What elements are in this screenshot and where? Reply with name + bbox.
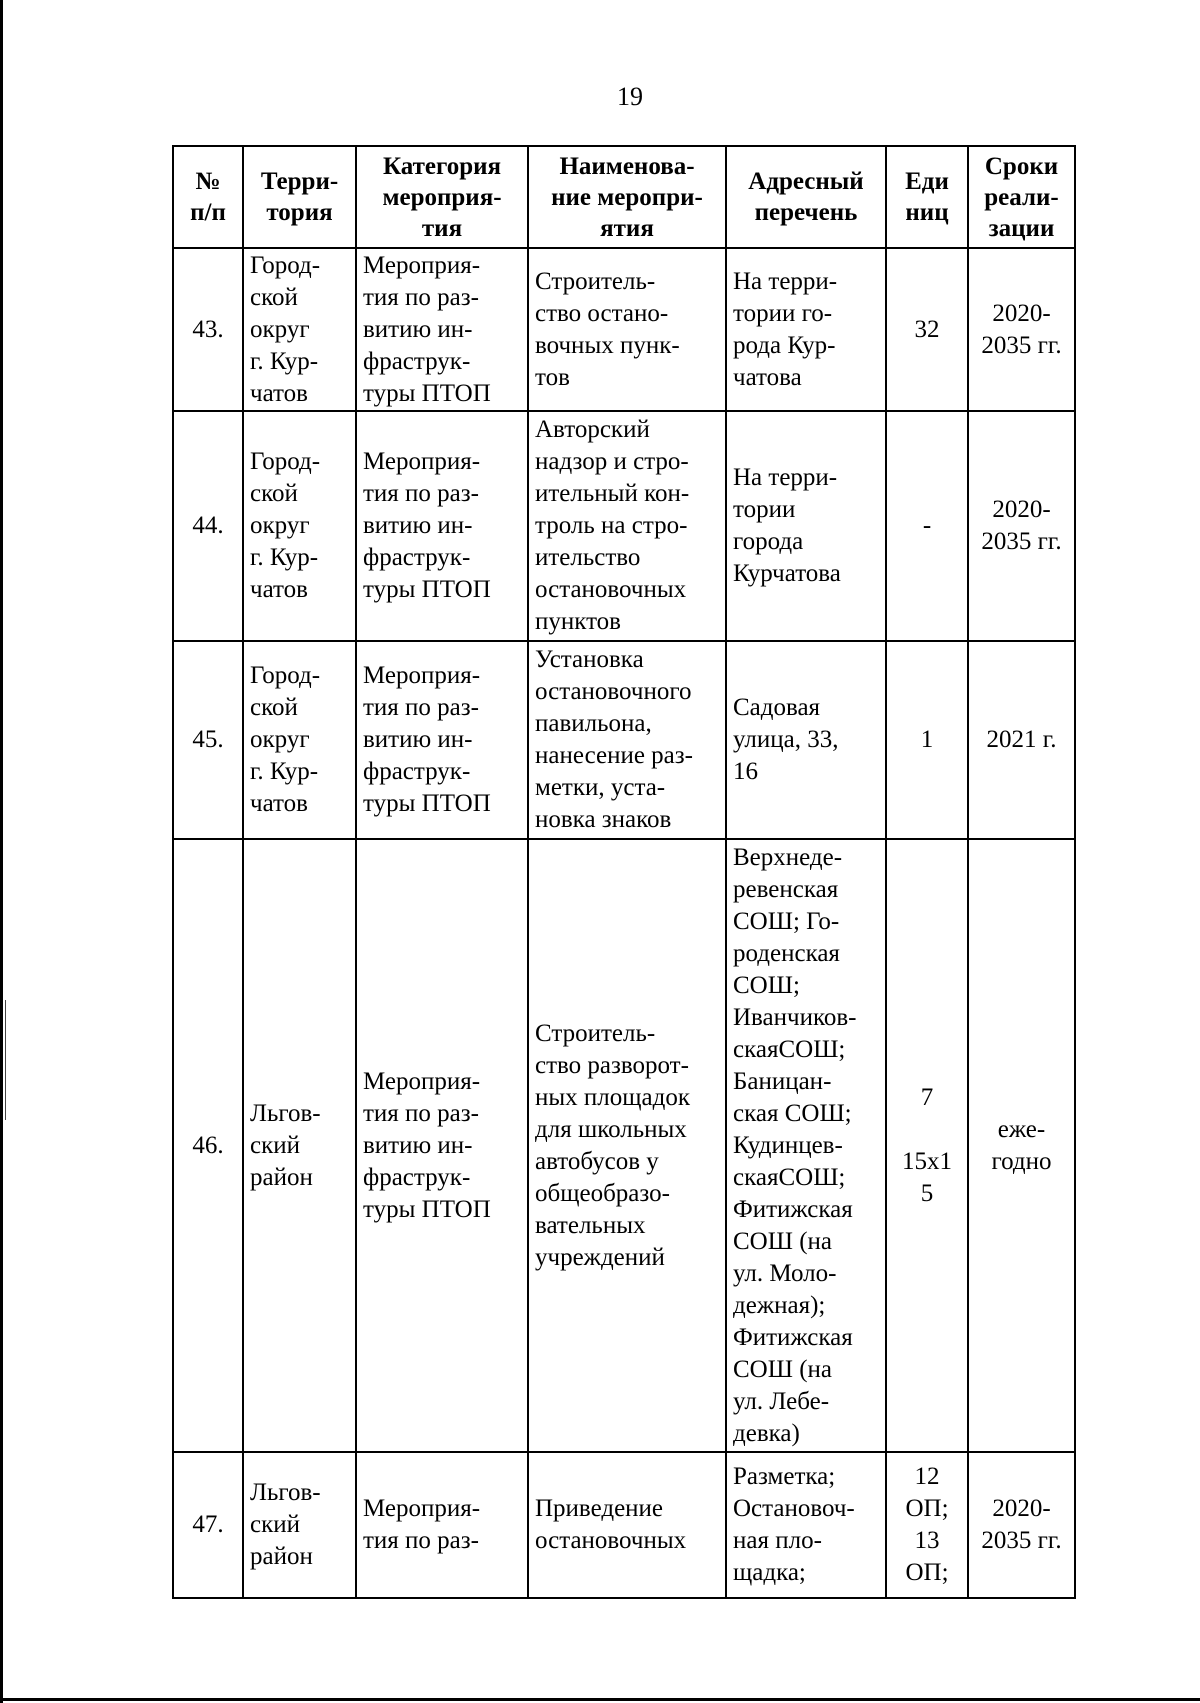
cell-number: 44. xyxy=(173,411,243,641)
header-category: Категория мероприя- тия xyxy=(356,146,528,248)
cell-address: Садовая улица, 33, 16 xyxy=(726,641,886,839)
header-address: Адресный перечень xyxy=(726,146,886,248)
cell-address: На терри- тории го- рода Кур- чатова xyxy=(726,248,886,411)
cell-term: 2021 г. xyxy=(968,641,1075,839)
cell-territory: Город- ской округ г. Кур- чатов xyxy=(243,411,356,641)
page-number: 19 xyxy=(617,82,643,111)
cell-term: еже- годно xyxy=(968,839,1075,1452)
cell-territory: Город- ской округ г. Кур- чатов xyxy=(243,641,356,839)
cell-number: 46. xyxy=(173,839,243,1452)
cell-units: 7 15х1 5 xyxy=(886,839,968,1452)
bottom-scan-edge xyxy=(0,1698,1200,1701)
table-row xyxy=(173,1452,1075,1598)
cell-number: 47. xyxy=(173,1452,243,1598)
scan-artifact xyxy=(5,1000,6,1120)
cell-term: 2020- 2035 гг. xyxy=(968,411,1075,641)
cell-category: Мероприя- тия по раз- витию ин- фраструк- туры ПТОП xyxy=(356,641,528,839)
cell-territory: Город- ской округ г. Кур- чатов xyxy=(243,248,356,411)
header-territory: Терри- тория xyxy=(243,146,356,248)
table-row xyxy=(173,248,1075,411)
cell-address: На терри- тории города Курчатова xyxy=(726,411,886,641)
cell-category: Мероприя- тия по раз- xyxy=(356,1452,528,1598)
table-row xyxy=(173,839,1075,1452)
cell-term: 2020- 2035 гг. xyxy=(968,248,1075,411)
cell-name: Строитель- ство разворот- ных площадок для школьных автобусов у общеобразо- вательных учреждений xyxy=(528,839,726,1452)
header-units: Еди ниц xyxy=(886,146,968,248)
header-number: № п/п xyxy=(173,146,243,248)
cell-number: 45. xyxy=(173,641,243,839)
header-name: Наименова- ние меропри- ятия xyxy=(528,146,726,248)
cell-units: 1 xyxy=(886,641,968,839)
cell-name: Приведение остановочных xyxy=(528,1452,726,1598)
cell-units: - xyxy=(886,411,968,641)
cell-units: 32 xyxy=(886,248,968,411)
cell-number: 43. xyxy=(173,248,243,411)
cell-term: 2020- 2035 гг. xyxy=(968,1452,1075,1598)
cell-name: Установка остановочного павильона, нанесение раз- метки, уста- новка знаков xyxy=(528,641,726,839)
cell-category: Мероприя- тия по раз- витию ин- фраструк- туры ПТОП xyxy=(356,248,528,411)
scan-edge-mark xyxy=(0,0,3,1703)
cell-name: Авторский надзор и стро- ительный кон- троль на стро- ительство остановочных пунктов xyxy=(528,411,726,641)
measures-table xyxy=(172,145,1076,1599)
cell-category: Мероприя- тия по раз- витию ин- фраструк- туры ПТОП xyxy=(356,411,528,641)
cell-address: Верхнеде- ревенская СОШ; Го- роденская СОШ; Иванчиков- скаяСОШ; Баницан- ская СОШ; Кудинцев- скаяСОШ; Фитижская СОШ (на ул. Моло- дежная); Фитижская СОШ (на ул. Лебе- девка) xyxy=(726,839,886,1452)
cell-name: Строитель- ство остано- вочных пунк- тов xyxy=(528,248,726,411)
cell-units: 12 ОП; 13 ОП; xyxy=(886,1452,968,1598)
cell-address: Разметка; Остановоч- ная пло- щадка; xyxy=(726,1452,886,1598)
header-term: Сроки реали- зации xyxy=(968,146,1075,248)
table-row xyxy=(173,641,1075,839)
table-row xyxy=(173,411,1075,641)
cell-territory: Льгов- ский район xyxy=(243,839,356,1452)
table-header-row xyxy=(173,146,1075,248)
cell-category: Мероприя- тия по раз- витию ин- фраструк- туры ПТОП xyxy=(356,839,528,1452)
cell-territory: Льгов- ский район xyxy=(243,1452,356,1598)
